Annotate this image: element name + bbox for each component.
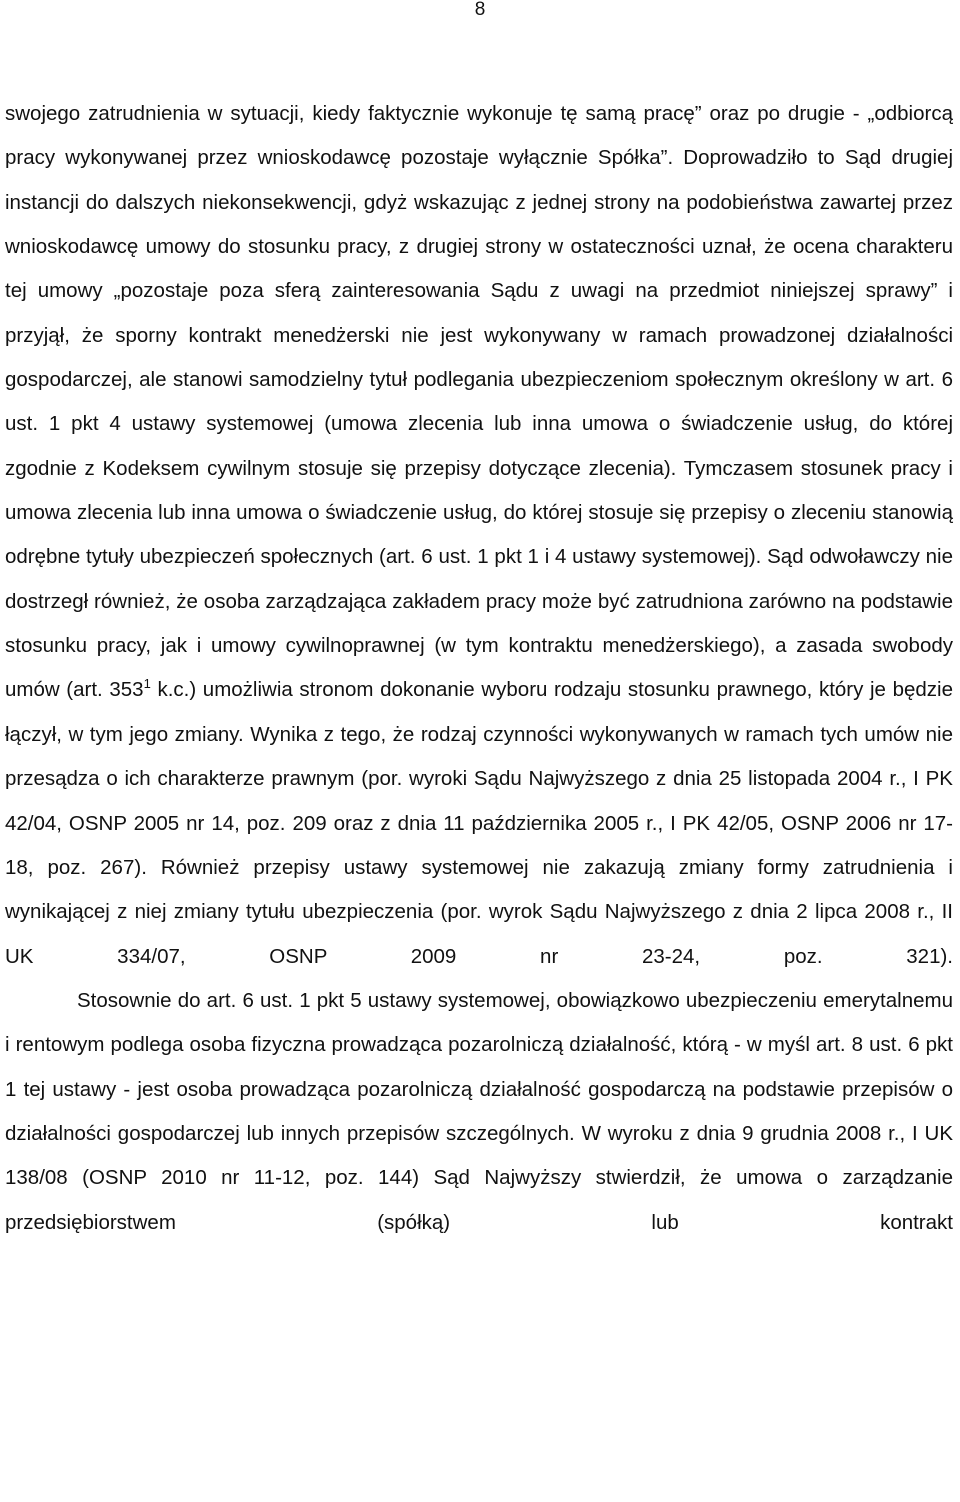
paragraph-1-superscript: 1 (143, 676, 151, 692)
page-number: 8 (474, 0, 486, 20)
paragraph-1-text: swojego zatrudnienia w sytuacji, kiedy faktycznie wykonuje tę samą pracę” oraz po drugie - „odbiorcą pracy wykonywanej przez wnioskodawcę pozostaje wyłącznie Spółka”. Doprowadziło to Sąd drugiej instancji do dalszych niekonsekwencji, gdyż wskazując z jednej strony na podobieństwa zawartej przez wnioskodawcę umowy do stosunku pracy, z drugiej strony w ostateczności uznał, że ocena charakteru tej umowy „pozostaje poza sferą zainteresowania Sądu z uwagi na przedmiot niniejszej sprawy” i przyjął, że sporny kontrakt menedżerski nie jest wykonywany w ramach prowadzonej działalności gospodarczej, ale stanowi samodzielny tytuł podlegania ubezpieczeniom społecznym określony w art. 6 ust. 1 pkt 4 ustawy systemowej (umowa zlecenia lub inna umowa o świadczenie usług, do której zgodnie z Kodeksem cywilnym stosuje się przepisy dotyczące zlecenia). Tymczasem stosunek pracy i umowa zlecenia lub inna umowa o świadczenie usług, do której stosuje się przepisy o zleceniu stanowią odrębne tytuły ubezpieczeń społecznych (art. 6 ust. 1 pkt 1 i 4 ustawy systemowej). Sąd odwoławczy nie dostrzegł również, że osoba zarządzająca zakładem pracy może być zatrudniona zarówno na podstawie stosunku pracy, jak i umowy cywilnoprawnej (w tym kontraktu menedżerskiego), a zasada swobody umów (art. 353 (5, 102, 953, 702)
document-body (5, 92, 953, 1245)
paragraph-1-continuation: k.c.) umożliwia stronom dokonanie wyboru rodzaju stosunku prawnego, który je będzie łączył, w tym jego zmiany. Wynika z tego, że rodzaj czynności wykonywanych w ramach tych umów nie przesądza o ich charakterze prawnym (por. wyroki Sądu Najwyższego z dnia 25 listopada 2004 r., I PK 42/04, OSNP 2005 nr 14, poz. 209 oraz z dnia 11 października 2005 r., I PK 42/05, OSNP 2006 nr 17-18, poz. 267). Również przepisy ustawy systemowej nie zakazują zmiany formy zatrudnienia i wynikającej z niej zmiany tytułu ubezpieczenia (por. wyrok Sądu Najwyższego z dnia 2 lipca 2008 r., II UK 334/07, OSNP 2009 nr 23-24, poz. 321). (5, 678, 953, 968)
paragraph-2: Stosownie do art. 6 ust. 1 pkt 5 ustawy systemowej, obowiązkowo ubezpieczeniu emerytalnemu i rentowym podlega osoba fizyczna prowadząca pozarolniczą działalność, którą - w myśl art. 8 ust. 6 pkt 1 tej ustawy - jest osoba prowadząca pozarolniczą działalność gospodarczą na podstawie przepisów o działalności gospodarczej lub innych przepisów szczególnych. W wyroku z dnia 9 grudnia 2008 r., I UK 138/08 (OSNP 2010 nr 11-12, poz. 144) Sąd Najwyższy stwierdził, że umowa o zarządzanie przedsiębiorstwem (spółką) lub kontrakt (5, 988, 953, 1234)
paragraph-1 (5, 92, 953, 979)
